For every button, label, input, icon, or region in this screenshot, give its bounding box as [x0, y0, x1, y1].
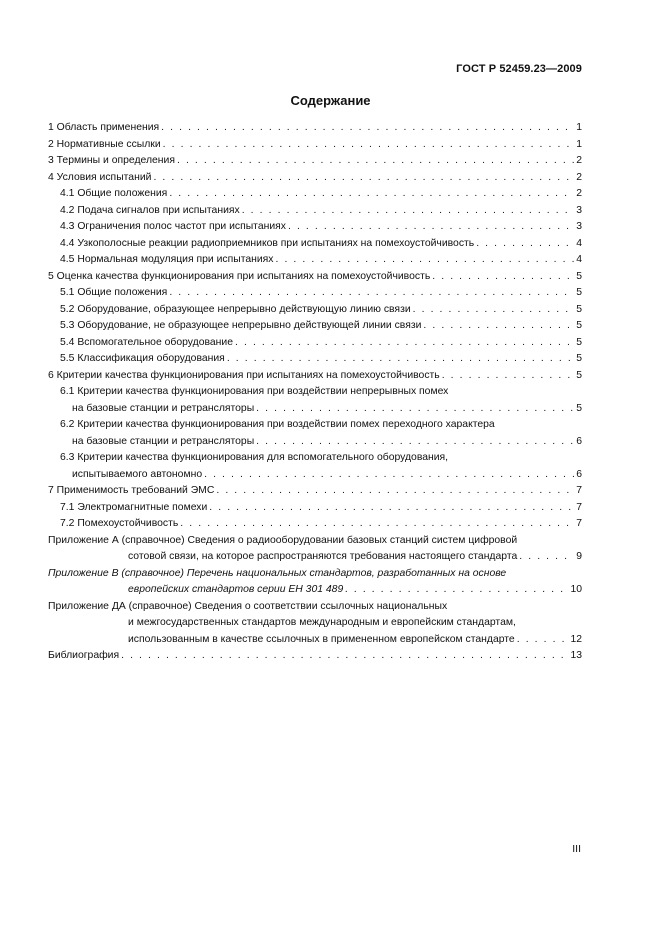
toc-entry-title: 5.5 Классификация оборудования — [60, 353, 225, 364]
toc-page-number: 6 — [576, 435, 582, 447]
toc-entry-4[interactable] — [48, 170, 582, 187]
toc-page-number: 5 — [576, 303, 582, 315]
toc-entry-5-3[interactable] — [48, 318, 582, 335]
dot-leader — [169, 285, 574, 302]
toc-entry-7-2[interactable] — [48, 516, 582, 533]
toc-page-number: 13 — [570, 650, 582, 661]
toc-entry-5-1[interactable] — [48, 285, 582, 302]
toc-entry-title-line2: и межгосударственных стандартов международным и европейским стандартам, — [128, 617, 516, 628]
dot-leader — [227, 351, 574, 368]
toc-entry-1[interactable] — [48, 120, 582, 137]
toc-page-number: 4 — [576, 237, 582, 249]
toc-entry-title: 4.1 Общие положения — [60, 188, 168, 199]
toc-page-number: 5 — [576, 353, 582, 364]
dot-leader — [256, 401, 574, 418]
page-number: III — [572, 843, 581, 855]
dot-leader — [242, 203, 574, 220]
toc-page-number: 2 — [576, 171, 582, 183]
toc-entry-5-4[interactable] — [48, 335, 582, 352]
toc-entry-5-2[interactable] — [48, 302, 582, 319]
toc-entry-title: 5.4 Вспомогательное оборудование — [60, 336, 233, 348]
dot-leader — [163, 137, 574, 154]
dot-leader — [442, 368, 574, 385]
toc-page-number: 5 — [576, 270, 582, 282]
dot-leader — [476, 236, 574, 253]
dot-leader — [256, 434, 574, 451]
toc-entry-appendix-da[interactable] — [48, 599, 582, 649]
toc-entry-title-line2: на базовые станции и ретрансляторы — [72, 402, 255, 414]
toc-page-number: 12 — [570, 633, 582, 645]
toc-entry-title-line1: Приложение В (справочное) Перечень национальных стандартов, разработанных на основе — [48, 567, 507, 579]
toc-entry-title-line2: испытываемого автономно — [72, 468, 203, 480]
toc-entry-title-line3: использованным в качестве ссылочных в примененном европейском стандарте — [128, 633, 515, 645]
toc-page-number: 5 — [576, 287, 582, 298]
toc-entry-title: 7.1 Электромагнитные помехи — [60, 501, 208, 513]
toc-entry-bibliography[interactable] — [48, 648, 582, 665]
dot-leader — [517, 632, 569, 649]
toc-entry-appendix-a[interactable] — [48, 533, 582, 566]
toc-entry-title: Библиография — [48, 650, 120, 661]
toc-entry-title: 5.3 Оборудование, не образующее непрерывно действующей линии связи — [60, 320, 422, 331]
toc-entry-title-line2: сотовой связи, на которое распространяются требования настоящего стандарта — [128, 551, 518, 562]
toc-page-number: 9 — [576, 551, 582, 562]
toc-page-number: 4 — [576, 254, 582, 265]
dot-leader — [204, 467, 574, 484]
dot-leader — [432, 269, 574, 286]
toc-entry-6[interactable] — [48, 368, 582, 385]
toc-page-number: 1 — [576, 122, 582, 133]
toc-entry-title: 4 Условия испытаний — [48, 171, 152, 183]
toc-entry-appendix-b[interactable] — [48, 566, 582, 599]
toc-entry-title: 6 Критерии качества функционирования при испытаниях на помехоустойчивость — [48, 369, 440, 381]
toc-entry-title-line2: на базовые станции и ретрансляторы — [72, 435, 255, 447]
toc-entry-title: 5.2 Оборудование, образующее непрерывно действующую линию связи — [60, 303, 411, 315]
toc-entry-4-3[interactable] — [48, 219, 582, 236]
dot-leader — [169, 186, 574, 203]
toc-entry-title: 4.2 Подача сигналов при испытаниях — [60, 204, 240, 216]
toc-entry-title: 2 Нормативные ссылки — [48, 138, 161, 150]
toc-page-number: 1 — [576, 138, 582, 150]
toc-page-number: 7 — [576, 485, 582, 496]
toc-entry-title-line1: 6.1 Критерии качества функционирования при воздействии непрерывных помех — [60, 386, 449, 397]
toc-entry-7[interactable] — [48, 483, 582, 500]
toc-page-number: 3 — [576, 204, 582, 216]
toc-entry-title-line1: Приложение ДА (справочное) Сведения о соответствии ссылочных национальных — [48, 600, 448, 612]
toc-entry-title: 3 Термины и определения — [48, 155, 175, 166]
toc-entry-5[interactable] — [48, 269, 582, 286]
dot-leader — [121, 648, 568, 665]
toc-page-number: 5 — [576, 369, 582, 381]
dot-leader — [413, 302, 574, 319]
dot-leader — [161, 120, 574, 137]
toc-entry-title: 4.5 Нормальная модуляция при испытаниях — [60, 254, 274, 265]
toc-entry-4-4[interactable] — [48, 236, 582, 253]
toc-entry-title: 5.1 Общие положения — [60, 287, 168, 298]
dot-leader — [345, 582, 568, 599]
page-title: Содержание — [290, 93, 371, 108]
dot-leader — [275, 252, 574, 269]
toc-page-number: 10 — [570, 584, 582, 595]
toc-page-number: 6 — [576, 468, 582, 480]
toc-entry-6-1[interactable] — [48, 384, 582, 417]
toc-page-number: 5 — [576, 336, 582, 348]
table-of-contents — [48, 120, 582, 665]
toc-entry-6-2[interactable] — [48, 417, 582, 450]
toc-entry-title: 5 Оценка качества функционирования при испытаниях на помехоустойчивость — [48, 270, 431, 282]
toc-entry-title: 7.2 Помехоустойчивость — [60, 518, 179, 529]
toc-entry-title: 4.4 Узкополосные реакции радиоприемников при испытаниях на помехоустойчивость — [60, 237, 475, 249]
dot-leader — [235, 335, 574, 352]
dot-leader — [153, 170, 574, 187]
toc-entry-title: 7 Применимость требований ЭМС — [48, 485, 215, 496]
toc-entry-4-1[interactable] — [48, 186, 582, 203]
toc-entry-title-line2: европейских стандартов серии ЕН 301 489 — [128, 584, 344, 595]
toc-page-number: 3 — [576, 221, 582, 232]
toc-page-number: 5 — [576, 402, 582, 414]
toc-entry-2[interactable] — [48, 137, 582, 154]
toc-entry-4-2[interactable] — [48, 203, 582, 220]
dot-leader — [519, 549, 574, 566]
document-code: ГОСТ Р 52459.23—2009 — [456, 63, 582, 75]
dot-leader — [180, 516, 574, 533]
toc-page-number: 2 — [576, 155, 582, 166]
toc-page-number: 2 — [576, 188, 582, 199]
dot-leader — [209, 500, 574, 517]
toc-entry-7-1[interactable] — [48, 500, 582, 517]
toc-entry-5-5[interactable] — [48, 351, 582, 368]
dot-leader — [288, 219, 574, 236]
toc-page-number: 7 — [576, 518, 582, 529]
toc-entry-3[interactable] — [48, 153, 582, 170]
toc-entry-title: 1 Область применения — [48, 122, 160, 133]
toc-entry-6-3[interactable] — [48, 450, 582, 483]
dot-leader — [177, 153, 574, 170]
toc-entry-title-line1: Приложение А (справочное) Сведения о радиооборудовании базовых станций систем цифровой — [48, 534, 518, 546]
dot-leader — [423, 318, 574, 335]
toc-entry-title-line1: 6.2 Критерии качества функционирования при воздействии помех переходного характера — [60, 419, 495, 430]
toc-page-number: 7 — [576, 501, 582, 513]
dot-leader — [216, 483, 574, 500]
toc-entry-4-5[interactable] — [48, 252, 582, 269]
toc-entry-title-line1: 6.3 Критерии качества функционирования для вспомогательного оборудования, — [60, 452, 449, 463]
toc-page-number: 5 — [576, 320, 582, 331]
toc-entry-title: 4.3 Ограничения полос частот при испытаниях — [60, 221, 286, 232]
